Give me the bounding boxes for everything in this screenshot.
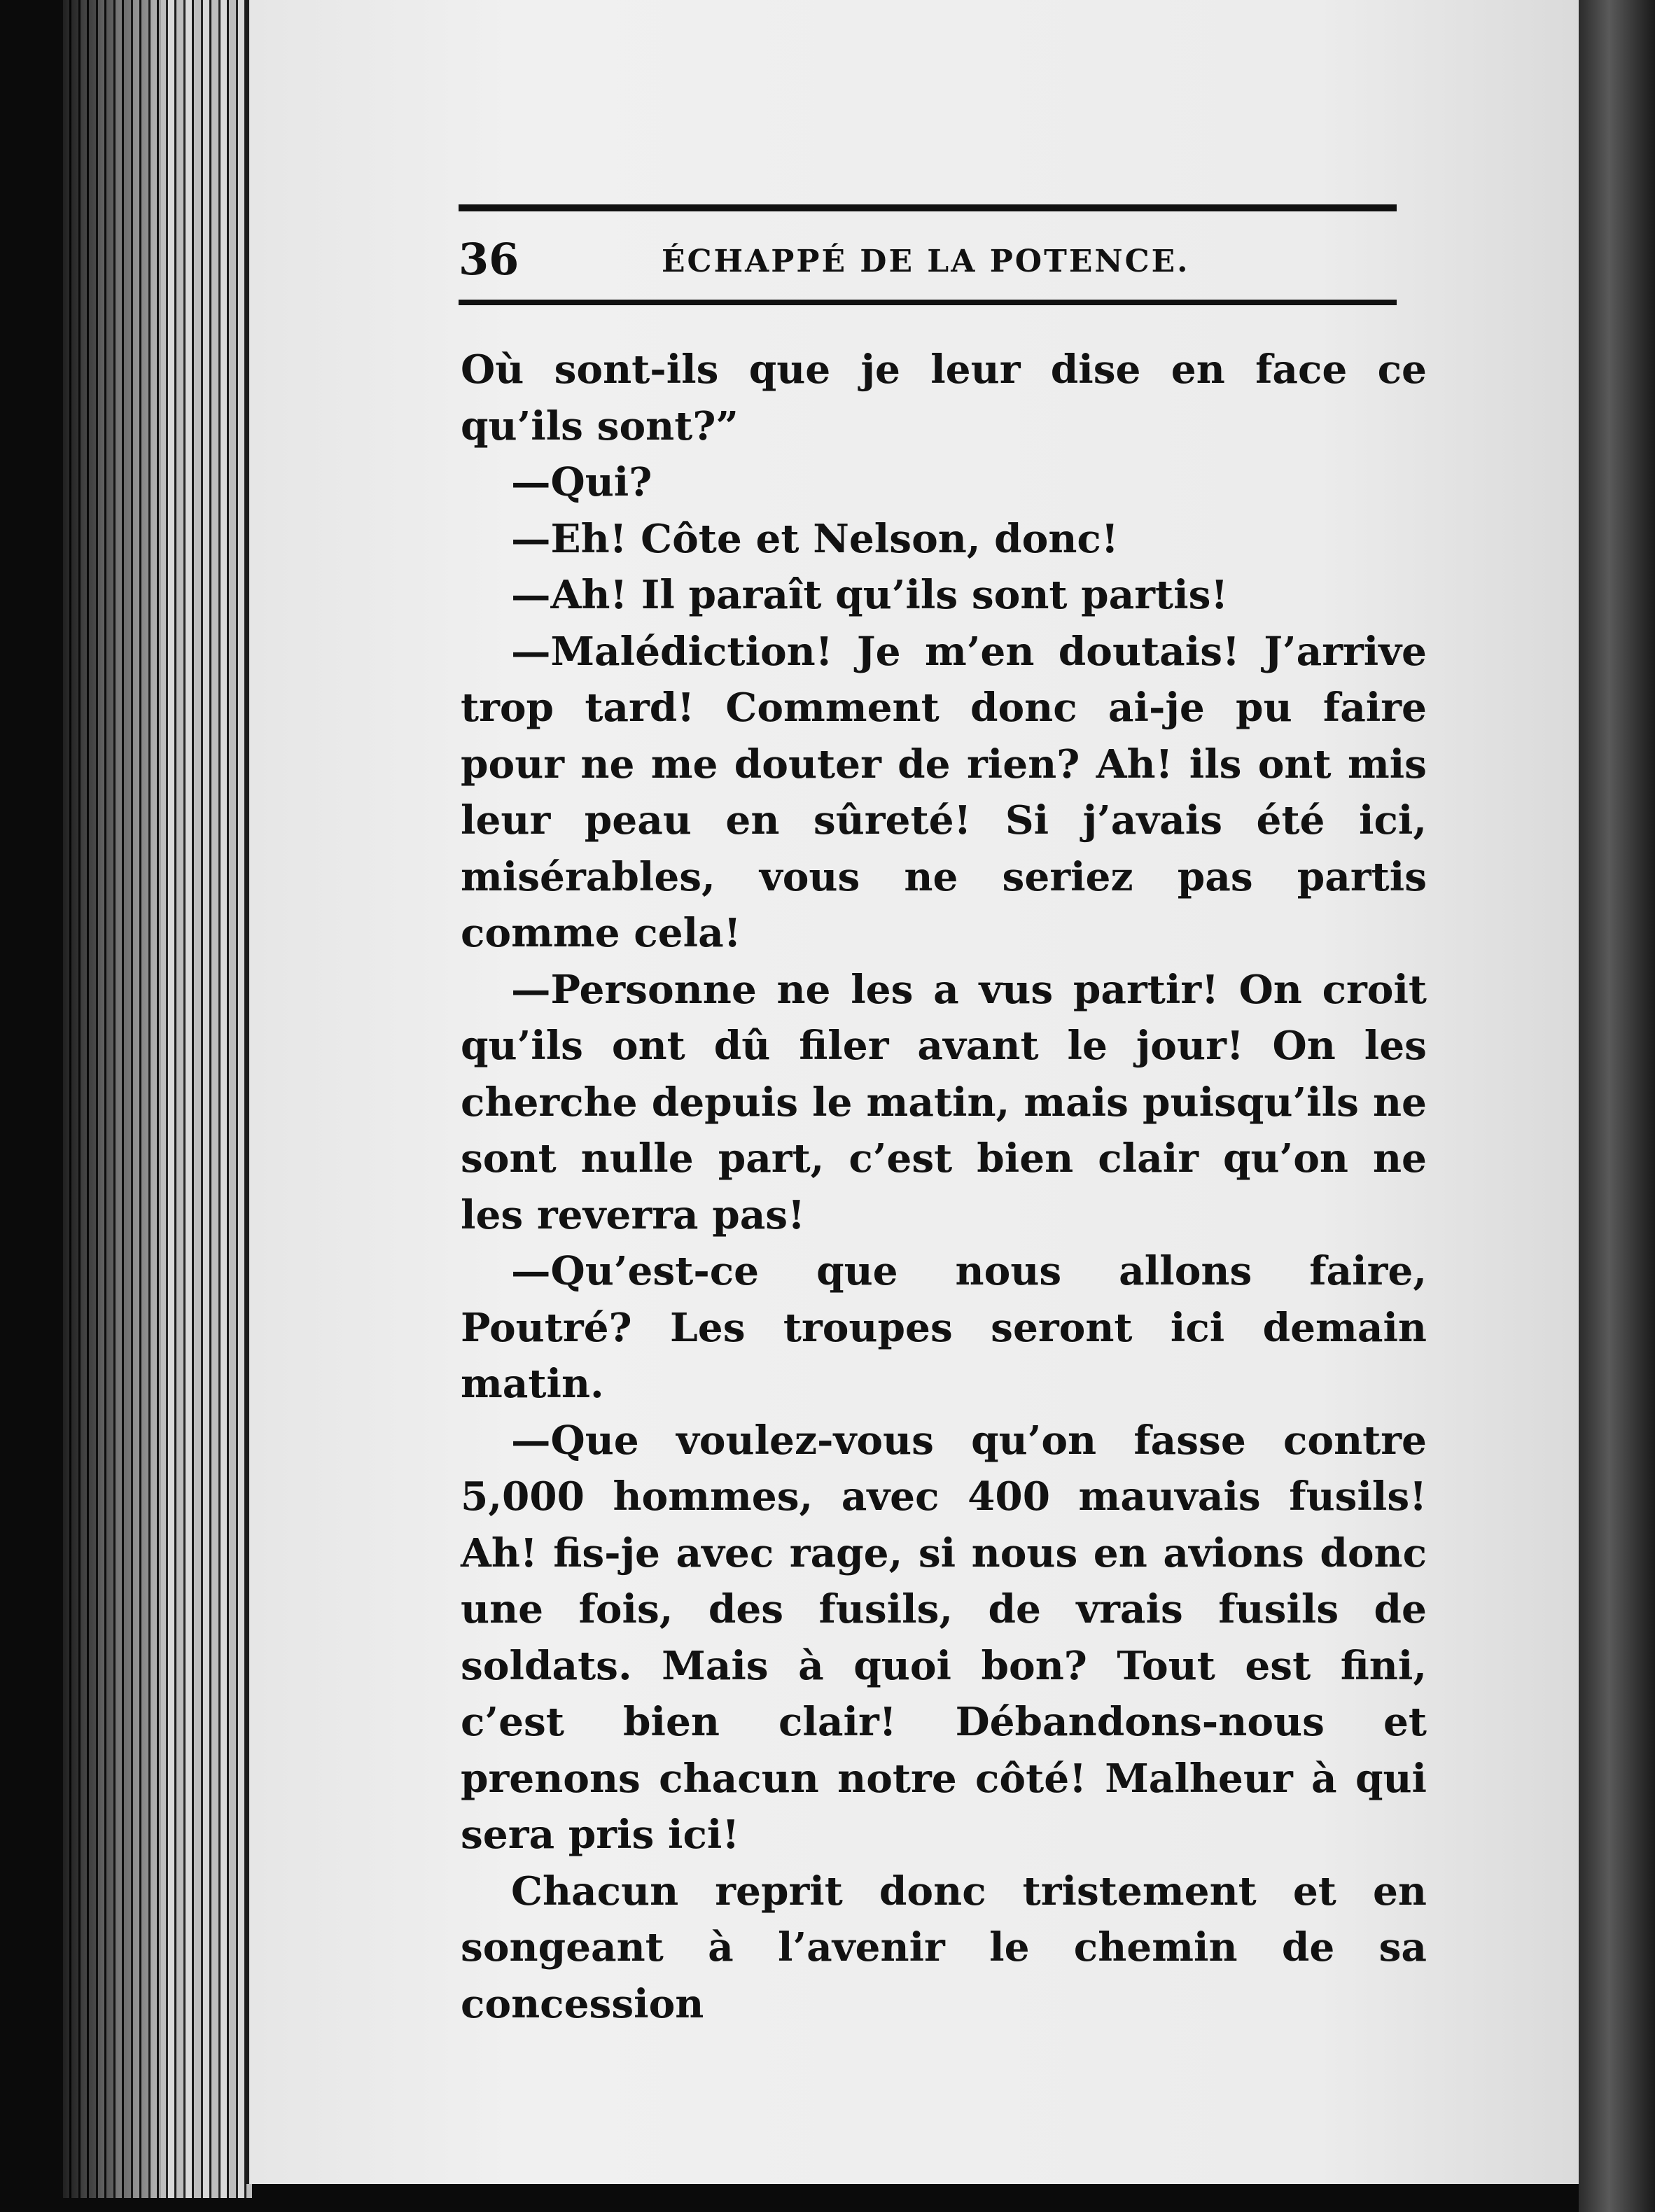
paragraph: —Qui?: [511, 459, 652, 505]
binding-shadow: [63, 0, 161, 2198]
paragraph: —Qu’est-ce que nous allons faire, Poutré? Les troupes seront ici demain matin.: [461, 1248, 1427, 1407]
page-right-edge: [1579, 0, 1655, 2212]
header-rule-bottom: [459, 300, 1397, 305]
running-title: ÉCHAPPÉ DE LA POTENCE.: [662, 244, 1190, 279]
paragraph: —Que voulez-vous qu’on fasse contre 5,000 hommes, avec 400 mauvais fusils! Ah! fis-je avec rage, si nous en avions donc une fois, des fusils, de vrais fusils de soldats. Mais à quoi bon? Tout est fini, c’est bien clair! Débandons-nous et prenons chacun notre côté! Malheur à qui sera pris ici!: [461, 1417, 1427, 1858]
page-number: 36: [459, 234, 519, 285]
paragraph: —Personne ne les a vus partir! On croit qu’ils ont dû filer avant le jour! On les cherche depuis le matin, mais puisqu’ils ne sont nulle part, c’est bien clair qu’on ne les reverra pas!: [461, 966, 1427, 1238]
paragraph: —Eh! Côte et Nelson, donc!: [511, 515, 1119, 562]
header-rule-top: [459, 204, 1397, 211]
body-text: [461, 342, 1427, 2032]
paragraph: —Ah! Il paraît qu’ils sont partis!: [511, 572, 1229, 618]
paragraph: Chacun reprit donc tristement et en songeant à l’avenir le chemin de sa concession: [461, 1868, 1427, 2027]
running-head: [459, 225, 1397, 288]
paragraph: Où sont-ils que je leur dise en face ce qu’ils sont?”: [461, 346, 1427, 449]
paragraph: —Malédiction! Je m’en doutais! J’arrive trop tard! Comment donc ai-je pu faire pour ne me douter de rien? Ah! ils ont mis leur peau en sûreté! Si j’avais été ici, misérables, vous ne seriez pas partis comme cela!: [461, 628, 1427, 956]
